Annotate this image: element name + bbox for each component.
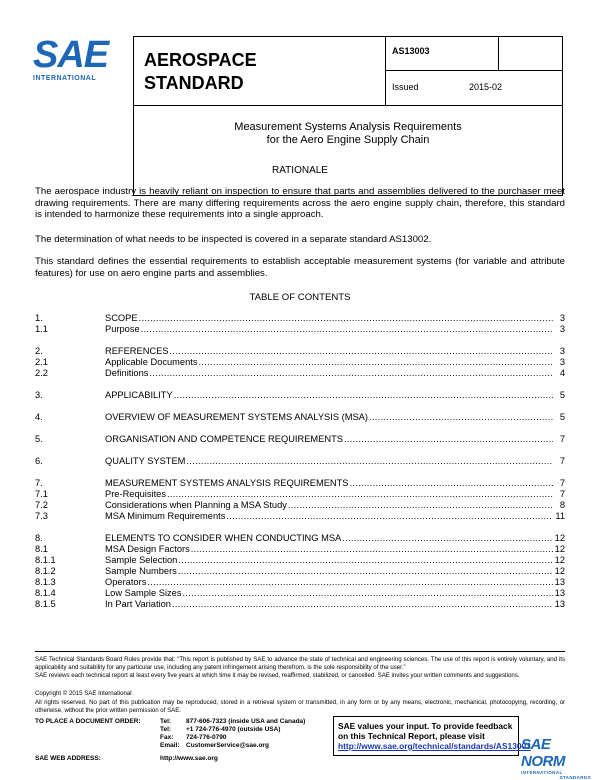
toc-entry-page: 5	[559, 412, 565, 422]
order-label: TO PLACE A DOCUMENT ORDER:	[35, 718, 141, 725]
logo-mark: SAE	[33, 34, 109, 76]
toc-entry-number: 5.	[35, 434, 43, 444]
toc-entry-title: ORGANISATION AND COMPETENCE REQUIREMENTS	[105, 434, 343, 444]
toc-entry-title: Applicable Documents	[105, 357, 198, 367]
document-title	[134, 121, 562, 147]
toc-entry-page: 13	[554, 577, 565, 587]
toc-entry-number: 7.2	[35, 500, 48, 510]
toc-entry-title: OVERVIEW OF MEASUREMENT SYSTEMS ANALYSIS (MSA)	[105, 412, 368, 422]
toc-entry-number: 8.	[35, 533, 43, 543]
toc-entry-page: 11	[555, 511, 565, 521]
fax-label: Fax:	[160, 734, 174, 741]
toc-entry-page: 12	[554, 566, 565, 576]
toc-entry-page: 7	[559, 434, 565, 444]
toc-entry[interactable]	[35, 533, 565, 544]
toc-heading: TABLE OF CONTENTS	[249, 292, 351, 303]
toc-entry[interactable]	[35, 500, 565, 511]
rationale-paragraph-2: The determination of what needs to be inspected is covered in a separate standard AS13002.	[35, 234, 432, 245]
document-title-line1: Measurement Systems Analysis Requirements	[234, 121, 462, 133]
email-label: Email:	[160, 742, 180, 749]
document-number: AS13003	[392, 46, 430, 56]
toc-entry[interactable]	[35, 489, 565, 500]
toc-entry-page: 3	[559, 324, 565, 334]
toc-entry-number: 7.1	[35, 489, 48, 499]
toc-entry-page: 12	[554, 555, 565, 565]
tel-international: +1 724-776-4970 (outside USA)	[186, 726, 281, 733]
standard-type	[144, 49, 257, 95]
standard-type-line2: STANDARD	[144, 73, 244, 93]
toc-entry-page: 13	[554, 588, 565, 598]
sae-logo	[33, 36, 113, 82]
toc-entry[interactable]	[35, 478, 565, 489]
toc-entry-number: 2.	[35, 346, 43, 356]
toc-entry-page: 12	[554, 533, 565, 543]
toc-entry-page: 12	[554, 544, 565, 554]
toc-entry-number: 8.1.3	[35, 577, 56, 587]
toc-entry[interactable]	[35, 313, 565, 324]
toc-entry-number: 7.	[35, 478, 43, 488]
logo-subtitle: INTERNATIONAL	[33, 75, 97, 82]
footer-note-rules: SAE Technical Standards Board Rules provide that: “This report is published by SAE to advance the state of technical and engineering sciences. The use of this report is entirely voluntary, and its applicability and suitability for any particular use, including any patent infringement arising therefrom, is the sole responsibility of the user.”	[35, 656, 565, 671]
footer-divider	[35, 651, 565, 652]
toc-entry-number: 2.2	[35, 368, 48, 378]
toc-entry[interactable]	[35, 577, 565, 588]
toc-entry[interactable]	[35, 324, 565, 335]
footer-copyright: Copyright © 2015 SAE International	[35, 690, 132, 697]
document-title-line2: for the Aero Engine Supply Chain	[266, 134, 430, 146]
toc-entry-title: Considerations when Planning a MSA Study	[105, 500, 287, 510]
feedback-line1: SAE values your input. To provide feedback	[338, 721, 513, 731]
toc-entry[interactable]	[35, 357, 565, 368]
toc-entry[interactable]	[35, 566, 565, 577]
sae-norm-logo	[521, 736, 591, 780]
toc-entry-page: 8	[559, 500, 565, 510]
toc-entry-title: APPLICABILITY	[105, 390, 173, 400]
toc-entry-title: In Part Variation	[105, 599, 171, 609]
toc-entry-number: 6.	[35, 456, 43, 466]
footer-note-review: SAE reviews each technical report at least every five years at which time it may be revised, reaffirmed, stabilized, or cancelled. SAE invites your written comments and suggestions.	[35, 672, 520, 679]
toc-entry[interactable]	[35, 456, 565, 467]
issued-date: 2015-02	[469, 82, 503, 92]
tel-label: Tel:	[160, 718, 172, 725]
web-label: SAE WEB ADDRESS:	[35, 755, 101, 762]
toc-entry-title: MSA Minimum Requirements	[105, 511, 226, 521]
standard-type-line1: AEROSPACE	[144, 50, 257, 70]
toc-entry[interactable]	[35, 412, 565, 423]
toc-entry[interactable]	[35, 434, 565, 445]
toc-entry-page: 3	[559, 346, 565, 356]
toc-entry-number: 8.1	[35, 544, 48, 554]
toc-entry-number: 1.1	[35, 324, 48, 334]
rationale-paragraph-1: The aerospace industry is heavily reliant on inspection to ensure that parts and assemblies delivered to the purchaser meet drawing requirements. There are many differing requirements across the aero engine supply chain, therefore, this standard is intended to harmonize these requirements into a single approach.	[35, 186, 565, 220]
toc-entry-page: 5	[559, 390, 565, 400]
toc-entry-page: 4	[559, 368, 565, 378]
toc-entry[interactable]	[35, 368, 565, 379]
toc-entry[interactable]	[35, 599, 565, 610]
toc-entry-page: 7	[559, 489, 565, 499]
toc-entry-number: 8.1.4	[35, 588, 56, 598]
sae-norm-sub-right: STANDARDS	[559, 775, 591, 780]
footer-rights: All rights reserved. No part of this publication may be reproduced, stored in a retrieval system or transmitted, in any form or by any means, electronic, mechanical, photocopying, recording, or otherwise, without the prior written permission of SAE.	[35, 699, 565, 714]
toc-entry-title: Low Sample Sizes	[105, 588, 182, 598]
toc-entry-number: 1.	[35, 313, 43, 323]
feedback-line2: on this Technical Report, please visit	[338, 731, 485, 741]
toc-entry[interactable]	[35, 544, 565, 555]
toc-entry-page: 7	[559, 478, 565, 488]
toc-entry-number: 7.3	[35, 511, 48, 521]
toc-entry[interactable]	[35, 346, 565, 357]
toc-entry[interactable]	[35, 588, 565, 599]
toc-entry-number: 4.	[35, 412, 43, 422]
feedback-link[interactable]: http://www.sae.org/technical/standards/AS13003	[338, 741, 531, 751]
toc-entry-title: Sample Numbers	[105, 566, 177, 576]
sae-norm-mark: SAE NORM	[521, 736, 565, 770]
toc-entry-number: 8.1.2	[35, 566, 56, 576]
toc-entry-number: 3.	[35, 390, 43, 400]
toc-entry-title: Definitions	[105, 368, 149, 378]
fax-number: 724-776-0790	[186, 734, 227, 741]
sae-norm-sub	[521, 770, 591, 780]
toc-entry-title: REFERENCES	[105, 346, 169, 356]
tel-label-2: Tel:	[160, 726, 172, 733]
toc-entry-number: 8.1.5	[35, 599, 56, 609]
toc-entry-title: QUALITY SYSTEM	[105, 456, 186, 466]
toc-entry[interactable]	[35, 511, 565, 522]
toc-entry[interactable]	[35, 390, 565, 401]
rationale-paragraph-3: This standard defines the essential requirements to establish acceptable measurement systems (for variable and attribute features) for use on aero engine parts and assemblies.	[35, 256, 565, 279]
toc-entry-title: MEASUREMENT SYSTEMS ANALYSIS REQUIREMENTS	[105, 478, 349, 488]
toc-entry-page: 13	[554, 599, 565, 609]
toc-entry[interactable]	[35, 555, 565, 566]
tel-domestic: 877-606-7323 (inside USA and Canada)	[186, 718, 306, 725]
sae-norm-sub-left: INTERNATIONAL	[521, 770, 563, 775]
toc-entry-page: 7	[559, 456, 565, 466]
web-address[interactable]: http://www.sae.org	[160, 755, 218, 762]
email-address[interactable]: CustomerService@sae.org	[186, 742, 269, 749]
toc-entry-title: Sample Selection	[105, 555, 178, 565]
toc-entry-number: 8.1.1	[35, 555, 56, 565]
toc-entry-title: ELEMENTS TO CONSIDER WHEN CONDUCTING MSA	[105, 533, 342, 543]
toc-entry-title: Purpose	[105, 324, 140, 334]
toc-entry-page: 3	[559, 313, 565, 323]
rationale-heading: RATIONALE	[272, 165, 328, 176]
toc-entry-title: Operators	[105, 577, 147, 587]
issued-label: Issued	[392, 82, 419, 92]
toc-entry-page: 3	[559, 357, 565, 367]
feedback-box	[333, 716, 531, 756]
toc-entry-title: Pre-Requisites	[105, 489, 166, 499]
toc-entry-title: MSA Design Factors	[105, 544, 190, 554]
toc-entry-number: 2.1	[35, 357, 48, 367]
toc-entry-title: SCOPE	[105, 313, 138, 323]
